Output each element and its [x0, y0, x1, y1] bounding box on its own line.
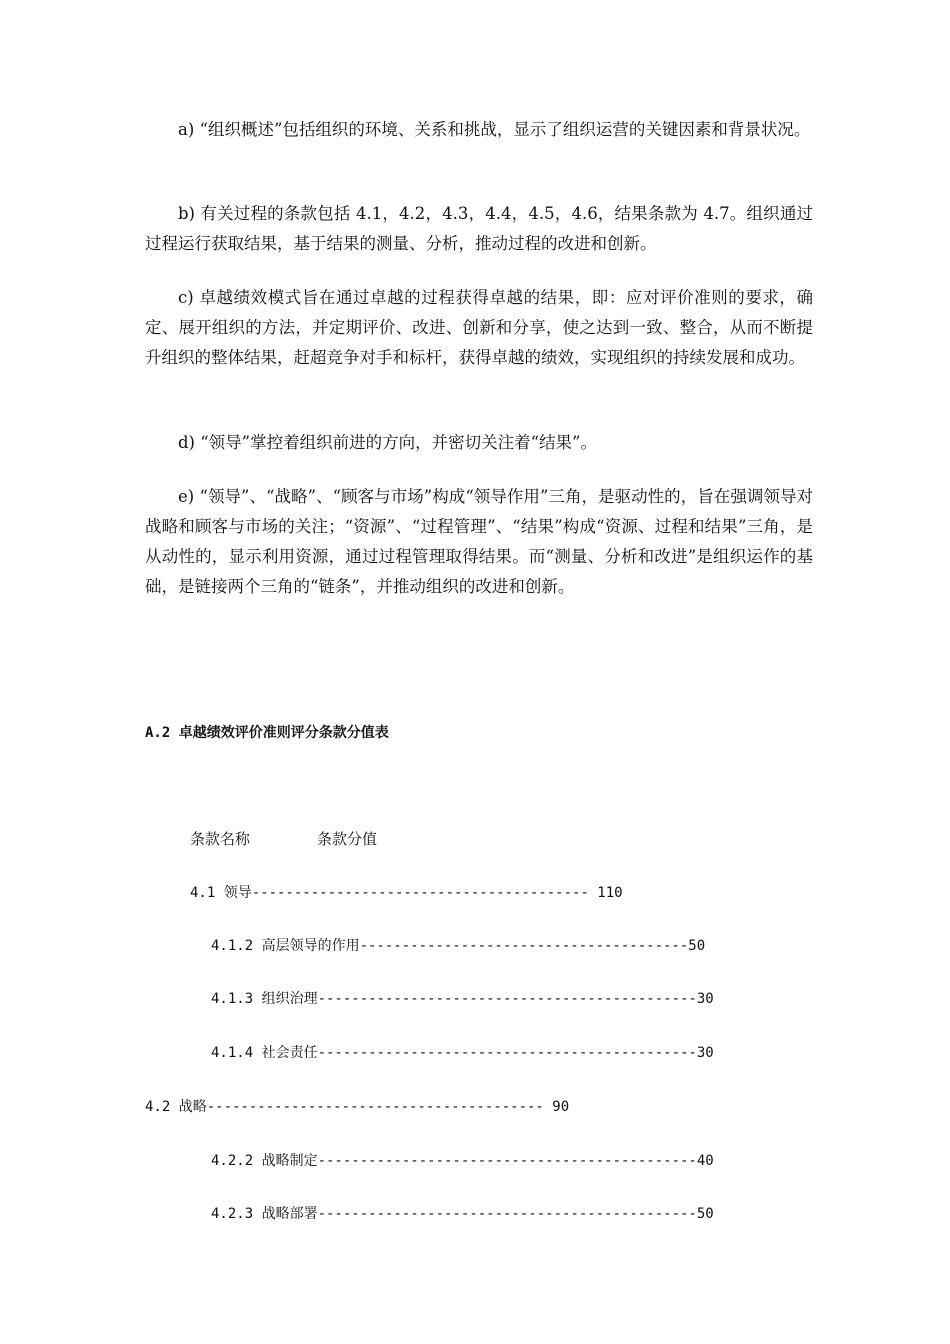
table-row: 4.2.2 战略制定---------------------------------------------40: [211, 1153, 714, 1169]
section-heading: A.2 卓越绩效评价准则评分条款分值表: [145, 725, 389, 741]
paragraph-a: a) “组织概述”包括组织的环境、关系和挑战，显示了组织运营的关键因素和背景状况。: [178, 120, 811, 139]
column-header-value: 条款分值: [317, 830, 378, 848]
table-row: 4.2.3 战略部署---------------------------------------------50: [211, 1206, 714, 1222]
table-row: 4.2 战略---------------------------------------- 90: [145, 1099, 570, 1115]
paragraph-c: c) 卓越绩效模式旨在通过卓越的过程获得卓越的结果，即：应对评价准则的要求，确定、展开组织的方法，并定期评价、改进、创新和分享，使之达到一致、整合，从而不断提升组织的整体结果，赶超竞争对手和标杆，获得卓越的绩效，实现组织的持续发展和成功。: [145, 288, 813, 367]
paragraph-d: d) “领导”掌控着组织前进的方向，并密切关注着“结果”。: [178, 433, 597, 452]
table-row: 4.1.2 高层领导的作用---------------------------------------50: [211, 938, 706, 954]
paragraph-b: b) 有关过程的条款包括 4.1，4.2，4.3，4.4，4.5，4.6，结果条款为 4.7。组织通过过程运行获取结果，基于结果的测量、分析，推动过程的改进和创新。: [145, 204, 813, 253]
paragraph-e: e) “领导”、“战略”、“顾客与市场”构成“领导作用”三角，是驱动性的，旨在强调领导对战略和顾客与市场的关注；“资源”、“过程管理”、“结果”构成“资源、过程和结果”三角，是从动性的，显示利用资源，通过过程管理取得结果。而“测量、分析和改进”是组织运作的基础，是链接两个三角的“链条”，并推动组织的改进和创新。: [145, 487, 813, 596]
table-row: 4.1 领导---------------------------------------- 110: [190, 885, 623, 901]
table-row: 4.1.4 社会责任---------------------------------------------30: [211, 1045, 714, 1061]
table-row: 4.1.3 组织治理---------------------------------------------30: [211, 991, 714, 1007]
column-header-name: 条款名称: [190, 830, 251, 848]
